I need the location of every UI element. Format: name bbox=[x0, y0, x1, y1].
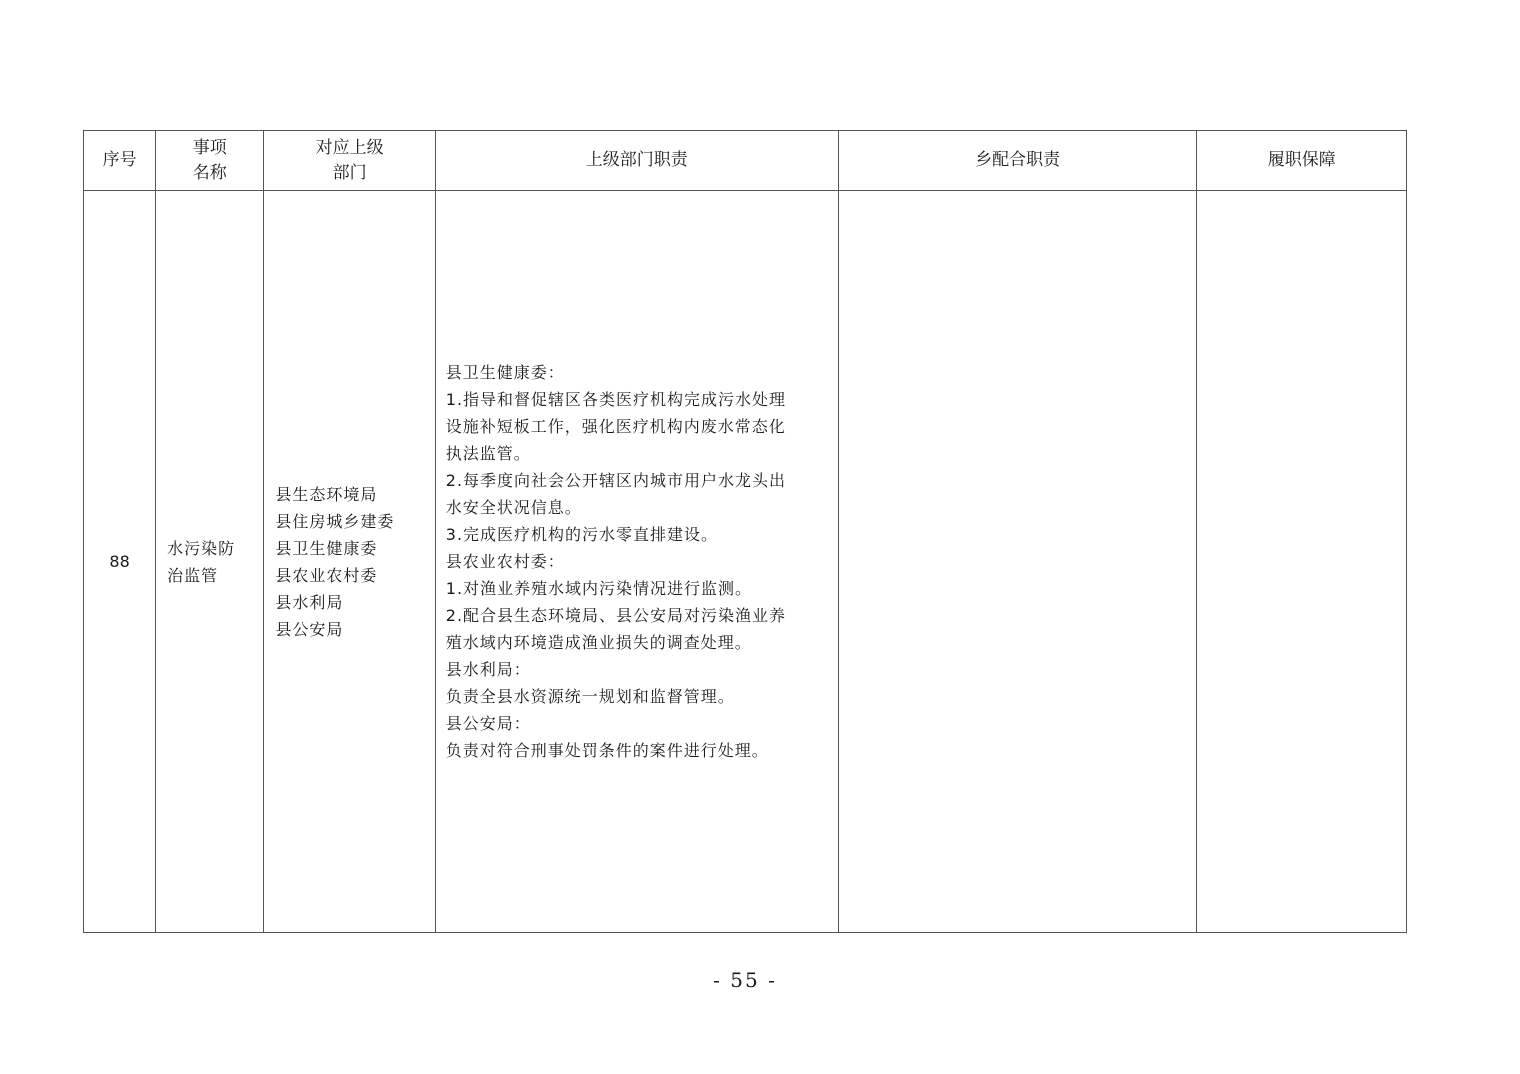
cell-guarantee bbox=[1197, 191, 1407, 933]
department-item: 县水利局 bbox=[275, 592, 344, 612]
department-item: 县生态环境局 bbox=[275, 484, 378, 504]
duty-line: 负责对符合刑事处罚条件的案件进行处理。 bbox=[445, 741, 769, 760]
department-item: 县公安局 bbox=[275, 619, 344, 639]
page-number: - 55 - bbox=[713, 968, 777, 992]
department-item: 县住房城乡建委 bbox=[275, 511, 395, 531]
duty-line: 1.指导和督促辖区各类医疗机构完成污水处理 bbox=[445, 390, 787, 409]
duty-line: 2.每季度向社会公开辖区内城市用户水龙头出 bbox=[445, 471, 787, 490]
header-duty: 上级部门职责 bbox=[435, 131, 838, 191]
duty-line: 负责全县水资源统一规划和监督管理。 bbox=[445, 687, 735, 706]
duty-line: 县水利局： bbox=[445, 660, 531, 679]
cell-coop-duties bbox=[838, 191, 1197, 933]
cell-name: 水污染防 治监管 bbox=[156, 191, 264, 933]
duty-line: 1.对渔业养殖水域内污染情况进行监测。 bbox=[445, 579, 753, 598]
duty-line: 县公安局： bbox=[445, 714, 531, 733]
header-guarantee: 履职保障 bbox=[1197, 131, 1407, 191]
duty-line: 执法监管。 bbox=[445, 444, 531, 463]
header-row bbox=[84, 131, 1407, 191]
header-coop: 乡配合职责 bbox=[838, 131, 1197, 191]
header-seq: 序号 bbox=[84, 131, 156, 191]
duty-line: 3.完成医疗机构的污水零直排建设。 bbox=[445, 525, 719, 544]
duty-table bbox=[83, 130, 1407, 933]
duty-line: 县卫生健康委： bbox=[445, 363, 565, 382]
table-row bbox=[84, 191, 1407, 933]
department-item: 县卫生健康委 bbox=[275, 538, 378, 558]
duty-line: 县农业农村委： bbox=[445, 552, 565, 571]
duty-line: 2.配合县生态环境局、县公安局对污染渔业养 bbox=[445, 606, 787, 625]
duty-line: 水安全状况信息。 bbox=[445, 498, 582, 517]
cell-departments bbox=[264, 191, 435, 933]
header-name: 事项 名称 bbox=[156, 131, 264, 191]
cell-seq: 88 bbox=[84, 191, 156, 933]
duty-line: 殖水域内环境造成渔业损失的调查处理。 bbox=[445, 633, 752, 652]
cell-duties bbox=[435, 191, 838, 933]
duty-line: 设施补短板工作，强化医疗机构内废水常态化 bbox=[445, 417, 786, 436]
header-dept: 对应上级 部门 bbox=[264, 131, 435, 191]
department-item: 县农业农村委 bbox=[275, 565, 378, 585]
